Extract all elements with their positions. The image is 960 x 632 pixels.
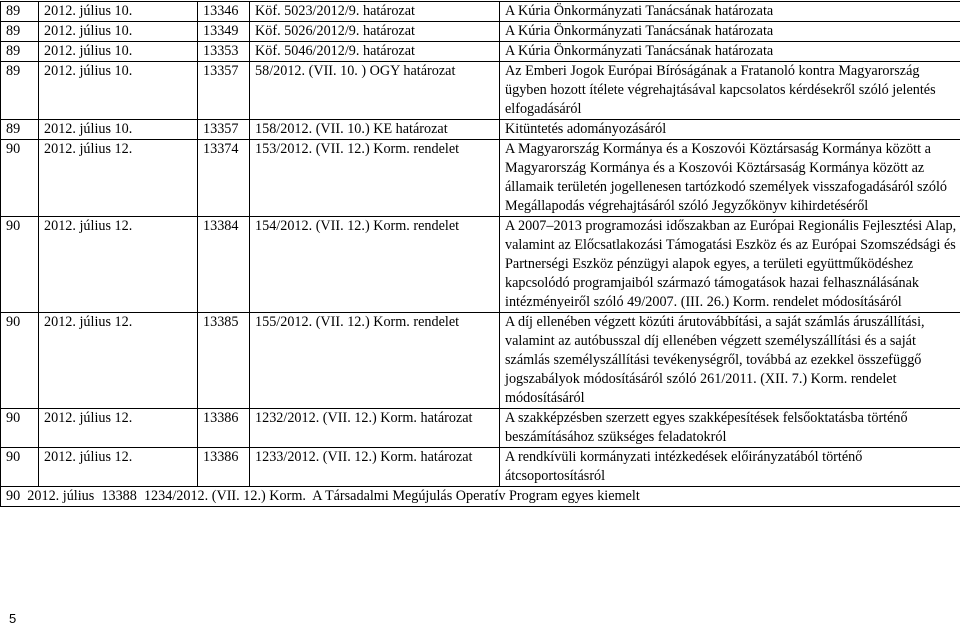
publication-date-cell: 2012. július 10.: [39, 22, 198, 42]
publication-date-cell: 2012. július 10.: [39, 2, 198, 22]
document-number-cell: 154/2012. (VII. 12.) Korm. rendelet: [250, 217, 500, 313]
last-row-doc: 1234/2012. (VII. 12.) Korm.: [143, 488, 306, 504]
table-row: [1, 313, 960, 409]
document-number-cell: 58/2012. (VII. 10. ) OGY határozat: [250, 62, 500, 120]
publication-date-cell: 2012. július 12.: [39, 313, 198, 409]
page-number: 5: [9, 611, 17, 626]
last-row-ref: 13388: [101, 488, 137, 504]
page-ref-cell: 13385: [198, 313, 250, 409]
issue-number-cell: 89: [1, 120, 39, 140]
document-title-cell: A Kúria Önkormányzati Tanácsának határozata: [500, 42, 960, 62]
table-row: [1, 448, 960, 487]
publication-date-cell: 2012. július 10.: [39, 42, 198, 62]
page-ref-cell: 13384: [198, 217, 250, 313]
document-title-cell: A 2007–2013 programozási időszakban az Európai Regionális Fejlesztési Alap, valamint az Előcsatlakozási Támogatási Eszköz és az Európai Szomszédsági és Partnerségi Eszköz pénzügyi alapok egyes, a területi együttműködéshez kapcsolódó programjaiból származó támogatások hazai felhasználásának intézményeiről szóló 49/2007. (III. 26.) Korm. rendelet módosításáról: [500, 217, 960, 313]
issue-number-cell: 89: [1, 62, 39, 120]
issue-number-cell: 90: [1, 140, 39, 217]
table-row: [1, 409, 960, 448]
page-ref-cell: 13346: [198, 2, 250, 22]
document-title-cell: A rendkívüli kormányzati intézkedések előirányzatából történő átcsoportosításról: [500, 448, 960, 487]
publication-date-cell: 2012. július 12.: [39, 140, 198, 217]
document-number-cell: 1232/2012. (VII. 12.) Korm. határozat: [250, 409, 500, 448]
issue-number-cell: 90: [1, 313, 39, 409]
last-row-cell: [1, 487, 960, 507]
page-ref-cell: 13386: [198, 409, 250, 448]
page-ref-cell: 13374: [198, 140, 250, 217]
publication-date-cell: 2012. július 12.: [39, 409, 198, 448]
table-row: [1, 42, 960, 62]
last-row-title: A Társadalmi Megújulás Operatív Program egyes kiemelt: [312, 488, 640, 504]
last-row-issue: 90: [6, 488, 21, 504]
table-row: [1, 217, 960, 313]
issue-number-cell: 90: [1, 217, 39, 313]
document-number-cell: 155/2012. (VII. 12.) Korm. rendelet: [250, 313, 500, 409]
table-row: [1, 62, 960, 120]
publication-date-cell: 2012. július 12.: [39, 217, 198, 313]
page-ref-cell: 13353: [198, 42, 250, 62]
document-title-cell: Az Emberi Jogok Európai Bíróságának a Fratanoló kontra Magyarország ügyben hozott ítélete végrehajtásával kapcsolatos kérdésekről szóló jelentés elfogadásáról: [500, 62, 960, 120]
document-title-cell: Kitüntetés adományozásáról: [500, 120, 960, 140]
document-number-cell: Köf. 5023/2012/9. határozat: [250, 2, 500, 22]
document-title-cell: A Kúria Önkormányzati Tanácsának határozata: [500, 22, 960, 42]
issue-number-cell: 89: [1, 22, 39, 42]
issue-number-cell: 89: [1, 42, 39, 62]
issue-number-cell: 90: [1, 448, 39, 487]
document-title-cell: A szakképzésben szerzett egyes szakképesítések felsőoktatásba történő beszámításához szükséges feladatokról: [500, 409, 960, 448]
table-row: [1, 22, 960, 42]
document-number-cell: 158/2012. (VII. 10.) KE határozat: [250, 120, 500, 140]
document-number-cell: 153/2012. (VII. 12.) Korm. rendelet: [250, 140, 500, 217]
publication-date-cell: 2012. július 12.: [39, 448, 198, 487]
document-title-cell: A Kúria Önkormányzati Tanácsának határozata: [500, 2, 960, 22]
document-title-cell: A Magyarország Kormánya és a Koszovói Köztársaság Kormánya között a Magyarország Kormánya és a Koszovói Köztársaság Kormánya között az államaik területén jogellenesen tartózkodó személyek visszafogadásáról szóló Megállapodás végrehajtásáról szóló Jegyzőkönyv kihirdetéséről: [500, 140, 960, 217]
table-body: [1, 2, 960, 507]
document-number-cell: 1233/2012. (VII. 12.) Korm. határozat: [250, 448, 500, 487]
table-row: [1, 2, 960, 22]
page-ref-cell: 13386: [198, 448, 250, 487]
publication-date-cell: 2012. július 10.: [39, 120, 198, 140]
table-row-last: [1, 487, 960, 507]
page-ref-cell: 13349: [198, 22, 250, 42]
last-row-date: 2012. július: [27, 488, 95, 504]
page-ref-cell: 13357: [198, 120, 250, 140]
document-title-cell: A díj ellenében végzett közúti árutovábbítási, a saját számlás áruszállítási, valamint az autóbusszal díj ellenében végzett személyszállítási és a saját számlás személyszállítási tevékenységről, továbbá az ezekkel összefüggő jogszabályok módosításáról szóló 261/2011. (XII. 7.) Korm. rendelet módosításáról: [500, 313, 960, 409]
issue-number-cell: 89: [1, 2, 39, 22]
table-row: [1, 120, 960, 140]
publication-date-cell: 2012. július 10.: [39, 62, 198, 120]
issue-number-cell: 90: [1, 409, 39, 448]
document-number-cell: Köf. 5046/2012/9. határozat: [250, 42, 500, 62]
document-number-cell: Köf. 5026/2012/9. határozat: [250, 22, 500, 42]
page-ref-cell: 13357: [198, 62, 250, 120]
table-row: [1, 140, 960, 217]
gazette-contents-table: [0, 1, 960, 507]
